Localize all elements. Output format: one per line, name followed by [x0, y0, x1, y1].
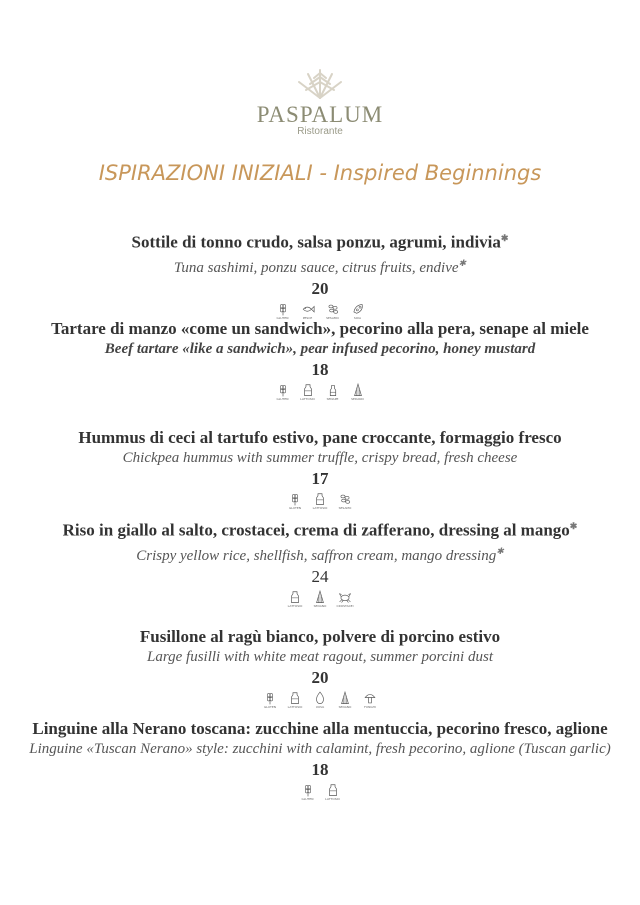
dish-price: 17 — [311, 469, 329, 488]
fan-leaf-icon — [295, 66, 345, 100]
allergen-label: LATTOSIO — [312, 506, 328, 510]
allergen-label: LATTOSIO — [287, 603, 303, 608]
menu-item — [20, 427, 620, 510]
allergen-badge — [310, 491, 330, 510]
dish-name-italian: Fusillone al ragù bianco, polvere di porcino estivo — [139, 627, 501, 646]
dish-price: 20 — [311, 278, 329, 298]
dish-name-italian: Riso in giallo al salto, crostacei, crema di zafferano, dressing al mango✱ — [62, 520, 578, 540]
allergen-badge — [348, 301, 368, 320]
allergen-label: SENAPE — [326, 397, 339, 401]
allergen-badge — [310, 690, 330, 709]
allergen-badge — [260, 690, 280, 709]
allergen-list — [20, 382, 620, 401]
brand-subtitle: Ristorante — [297, 126, 343, 137]
section-title: ISPIRAZIONI INIZIALI - Inspired Beginnings — [98, 161, 542, 185]
allergen-badge — [285, 589, 305, 608]
allergen-badge — [335, 491, 355, 510]
wheat-icon — [301, 782, 315, 797]
allergen-badge — [360, 690, 380, 709]
dish-name-english: Large fusilli with white meat ragout, summer porcini dust — [147, 649, 493, 665]
dish-name-italian: Tartare di manzo «come un sandwich», pecorino alla pera, senape al miele — [51, 319, 589, 338]
dish-name-italian: Hummus di ceci al tartufo estivo, pane croccante, formaggio fresco — [78, 428, 562, 447]
menu-item — [20, 516, 620, 608]
allergen-list — [20, 782, 620, 801]
allergen-label: GLUTEN — [276, 397, 289, 401]
dish-price: 24 — [311, 566, 329, 586]
allergen-label: SESAMO — [338, 506, 352, 510]
allergen-label: LATTOSIO — [287, 705, 303, 709]
allergen-list — [20, 690, 620, 709]
allergen-label: GLUTEN — [288, 506, 301, 510]
allergen-label: SEDANO — [351, 397, 364, 401]
frozen-star-icon: ✱ — [496, 545, 504, 556]
allergen-label: UOVA — [315, 705, 325, 709]
dish-name-english: Chickpea hummus with summer truffle, crispy bread, fresh cheese — [122, 450, 518, 466]
milk-icon — [288, 690, 302, 705]
dish-name-english: Beef tartare «like a sandwich», pear infused pecorino, honey mustard — [104, 341, 536, 357]
allergen-badge — [310, 589, 330, 608]
allergen-label: GLUTEN — [263, 705, 276, 709]
dish-price: 18 — [311, 760, 329, 779]
egg-icon — [313, 690, 327, 705]
frozen-star-icon: ✱ — [458, 257, 467, 268]
allergen-badge — [323, 782, 343, 801]
celery-icon — [351, 382, 365, 397]
allergen-list — [20, 491, 620, 510]
allergen-label: SESAMO — [326, 315, 339, 320]
allergen-badge — [335, 690, 355, 709]
menu-item — [20, 228, 620, 320]
frozen-star-icon: ✱ — [500, 233, 509, 243]
celery-icon — [338, 690, 352, 705]
wheat-icon — [263, 690, 277, 705]
allergen-badge — [298, 301, 318, 320]
allergen-label: PESCE — [302, 315, 313, 320]
dish-name-english: Linguine «Tuscan Nerano» style: zucchini with calamint, fresh pecorino, aglione (Tuscan garlic) — [29, 741, 611, 757]
wheat-icon — [276, 301, 290, 316]
allergen-label: CROSTACEI — [336, 603, 354, 608]
dish-name-italian: Sottile di tonno crudo, salsa ponzu, agrumi, indivia✱ — [131, 232, 509, 252]
crab-icon — [338, 589, 352, 604]
wheat-icon — [288, 491, 302, 506]
milk-icon — [301, 382, 315, 397]
allergen-badge — [348, 382, 368, 401]
celery-icon — [313, 589, 327, 604]
allergen-label: GLUTEN — [276, 315, 289, 320]
mustard-icon — [326, 382, 340, 397]
allergen-badge — [335, 589, 355, 608]
allergen-label: GLUTEN — [301, 797, 314, 801]
menu-item — [20, 718, 620, 801]
dish-price: 18 — [311, 360, 329, 379]
allergen-label: LATTOSIO — [300, 397, 315, 401]
allergen-badge — [273, 301, 293, 320]
milk-icon — [313, 491, 327, 506]
allergen-badge — [285, 491, 305, 510]
allergen-badge — [273, 382, 293, 401]
restaurant-logo — [0, 66, 640, 138]
sesame-icon — [326, 301, 340, 316]
mushroom-icon — [363, 690, 377, 705]
milk-icon — [288, 589, 302, 604]
allergen-badge — [298, 782, 318, 801]
allergen-badge — [298, 382, 318, 401]
dish-price: 20 — [311, 668, 329, 687]
allergen-label: SEDANO — [313, 603, 327, 608]
wheat-icon — [276, 382, 290, 397]
allergen-label: FUNGHI — [364, 705, 376, 709]
brand-name: PASPALUM — [256, 102, 384, 127]
milk-icon — [326, 782, 340, 797]
dish-name-english: Tuna sashimi, ponzu sauce, citrus fruits, endive✱ — [173, 257, 467, 276]
dish-name-italian: Linguine alla Nerano toscana: zucchine alla mentuccia, pecorino fresco, aglione — [32, 719, 608, 738]
allergen-label: SOIA — [353, 315, 362, 320]
allergen-label: LATTOSIO — [325, 797, 340, 801]
dish-name-english: Crispy yellow rice, shellfish, saffron cream, mango dressing✱ — [136, 545, 504, 564]
allergen-badge — [285, 690, 305, 709]
allergen-list — [20, 301, 620, 320]
allergen-badge — [323, 382, 343, 401]
menu-item — [20, 626, 620, 709]
soy-icon — [351, 301, 365, 316]
allergen-list — [20, 589, 620, 608]
fish-icon — [301, 301, 315, 316]
sesame-icon — [338, 491, 352, 506]
frozen-star-icon: ✱ — [569, 521, 578, 531]
allergen-badge — [323, 301, 343, 320]
allergen-label: SEDANO — [338, 705, 352, 709]
